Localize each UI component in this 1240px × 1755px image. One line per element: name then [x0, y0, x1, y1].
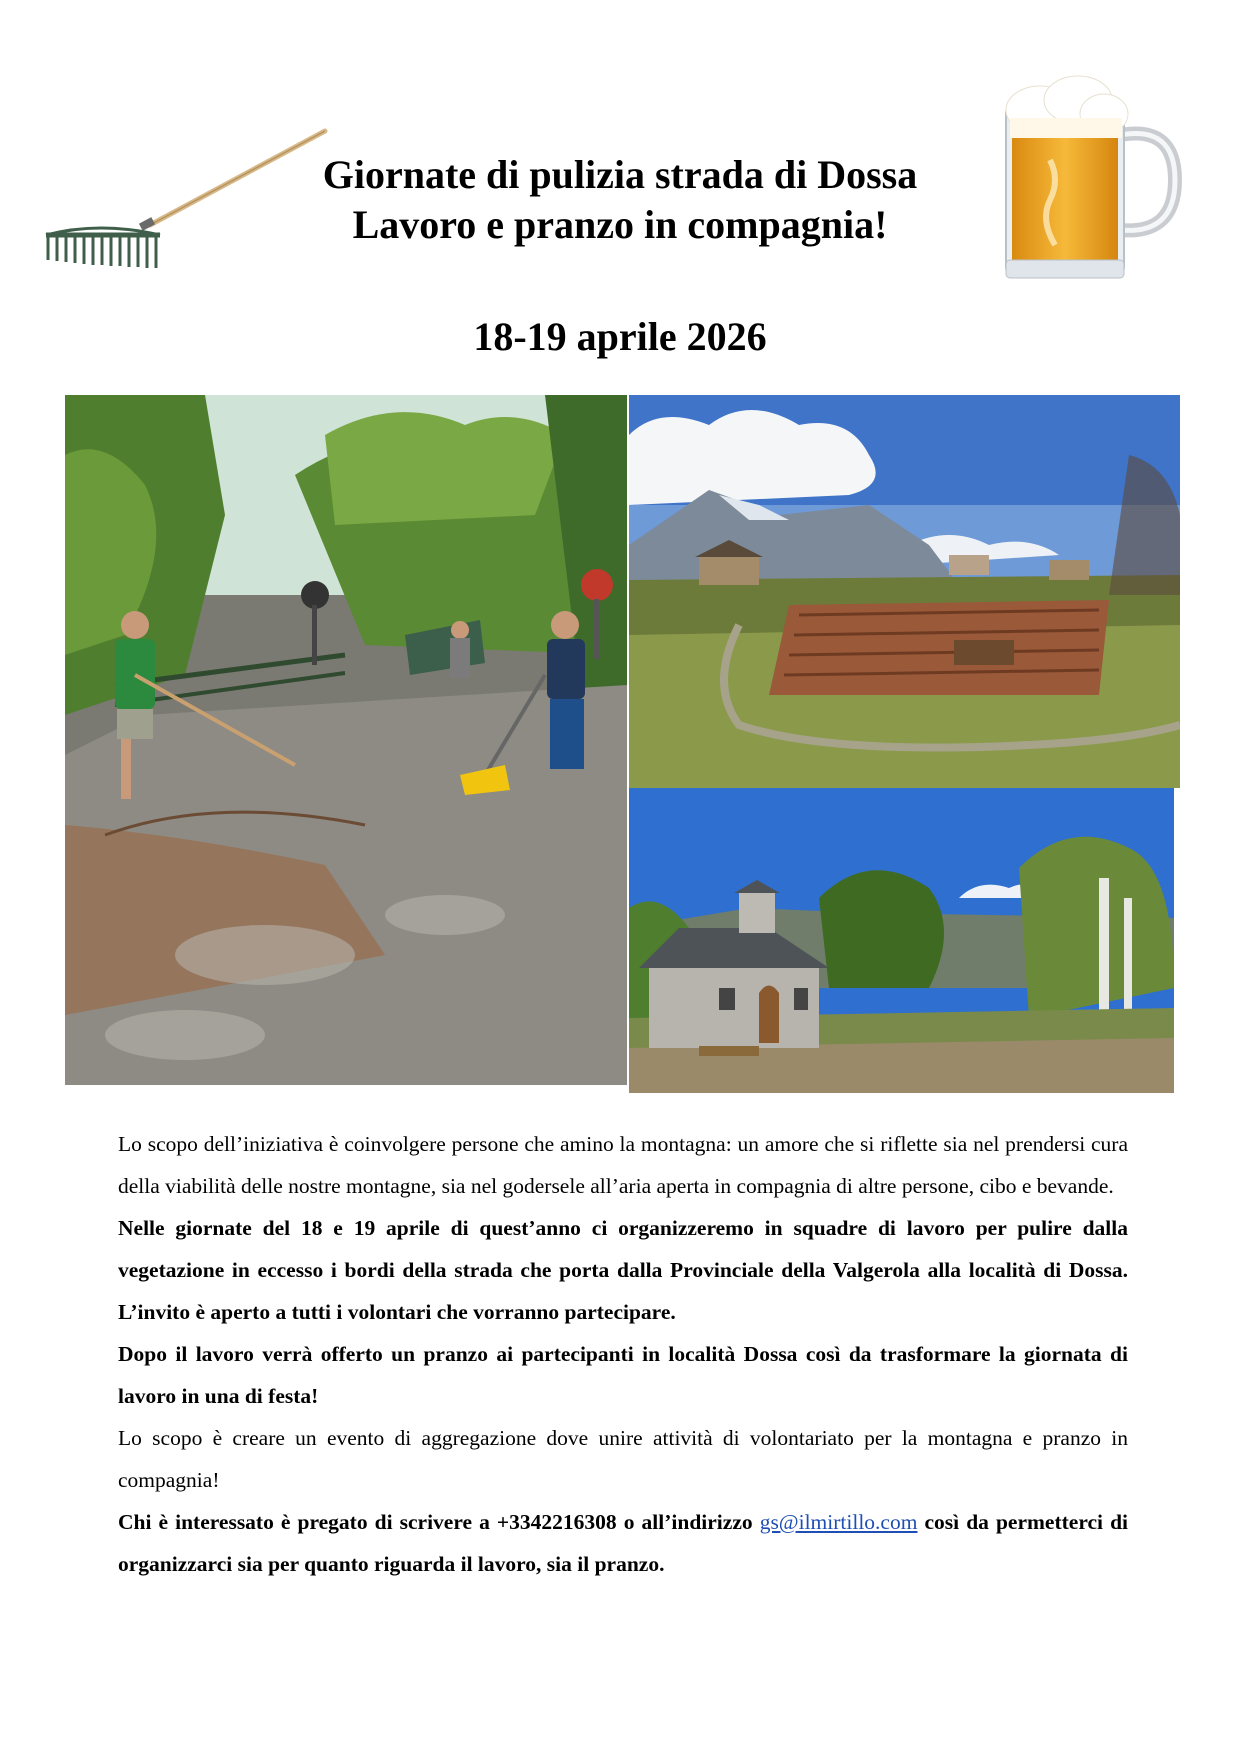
- contact-text-end: così da permetterci di organizzarci sia per quanto riguarda il lavoro, sia il pranzo.: [118, 1510, 1128, 1576]
- contact-text: Chi è interessato è pregato di scrivere a +3342216308 o all’indirizzo: [118, 1510, 760, 1534]
- email-link[interactable]: gs@ilmirtillo.com: [759, 1510, 918, 1534]
- purpose-paragraph: Lo scopo è creare un evento di aggregazione dove unire attività di volontariato per la montagna e pranzo in compagnia!: [118, 1426, 1128, 1492]
- title-line-1: Giornate di pulizia strada di Dossa: [322, 152, 918, 197]
- beer-mug-icon: [1000, 70, 1185, 285]
- description-text: [118, 1123, 1128, 1585]
- volunteers-cleaning-road-photo: [65, 395, 627, 1085]
- stone-chapel-photo: [629, 788, 1174, 1093]
- event-date: 18-19 aprile 2026: [473, 314, 767, 359]
- contact-paragraph: [118, 1501, 1128, 1585]
- mountain-meadow-village-photo: [629, 395, 1180, 788]
- lunch-paragraph: Dopo il lavoro verrà offerto un pranzo ai partecipanti in località Dossa così da trasformare la giornata di lavoro in una di festa!: [118, 1342, 1128, 1408]
- title-line-2: Lavoro e pranzo in compagnia!: [352, 202, 888, 247]
- intro-paragraph: Lo scopo dell’iniziativa è coinvolgere persone che amino la montagna: un amore che si riflette sia nel prendersi cura della viabilità delle nostre montagne, sia nel godersele all’aria aperta in compagnia di altre persone, cibo e bevande.: [118, 1132, 1128, 1198]
- event-details-paragraph: Nelle giornate del 18 e 19 aprile di quest’anno ci organizzeremo in squadre di lavoro per pulire dalla vegetazione in eccesso i bordi della strada che porta dalla Provinciale della Valgerola alla località di Dossa. L’invito è aperto a tutti i volontari che vorranno partecipare.: [118, 1216, 1128, 1324]
- page-title: [240, 150, 1000, 250]
